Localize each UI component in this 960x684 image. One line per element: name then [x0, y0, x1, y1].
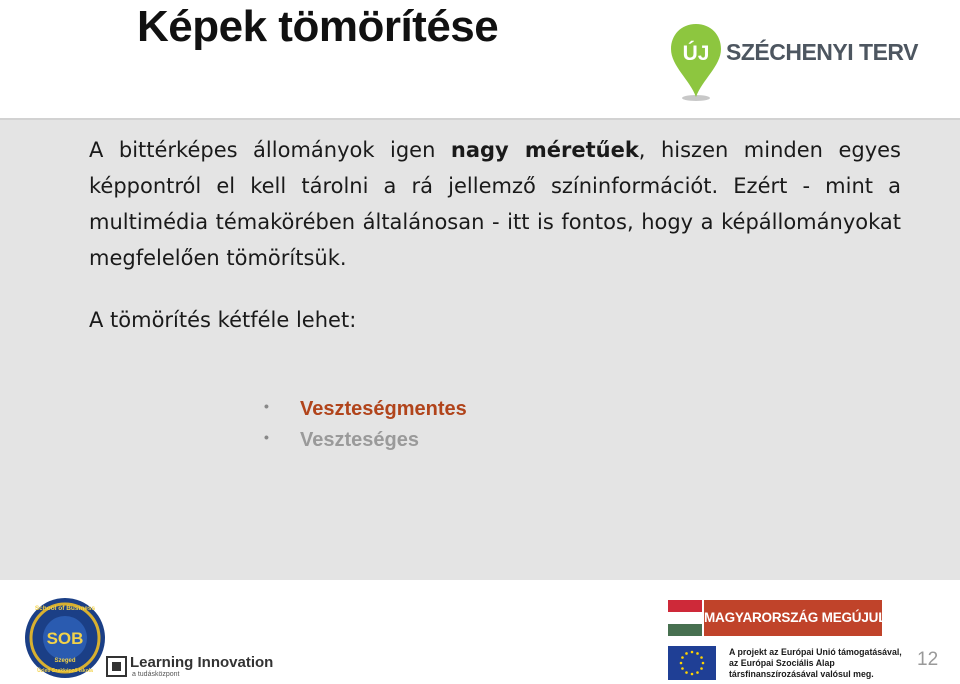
eu-text-line: társfinanszírozásával valósul meg.: [729, 669, 874, 679]
innovation-word: Innovation: [197, 654, 274, 671]
location-pin-icon: [668, 22, 724, 104]
eu-star-icon: [700, 667, 703, 670]
sob-bottom-text: Üzleti Szakképző Iskola: [37, 668, 93, 674]
intro-bold-text: nagy méretűek: [450, 138, 639, 162]
learning-innovation-wordmark: [130, 654, 273, 671]
eu-support-text: [729, 647, 902, 680]
intro-text-1: A bittérképes állományok igen: [89, 138, 451, 162]
eu-star-icon: [691, 673, 694, 676]
eu-star-icon: [680, 662, 683, 665]
szechenyi-pin-text: ÚJ: [682, 42, 710, 65]
eu-star-icon: [681, 656, 684, 659]
eu-star-icon: [691, 651, 694, 654]
slide-title: Képek tömörítése: [137, 2, 499, 51]
learning-word: Learning: [130, 654, 194, 671]
eu-star-icon: [681, 667, 684, 670]
magyarorszag-megujul-text: MAGYARORSZÁG MEGÚJUL: [704, 600, 882, 636]
eu-text-line: az Európai Szociális Alap: [729, 658, 835, 668]
bullet-label-lossless: Veszteségmentes: [300, 398, 467, 420]
eu-star-icon: [696, 652, 699, 655]
intro-text-2: , hiszen minden egyes képpontról el kell tárolni a rá jellemző színinformációt. Ezért - mint a multimédia témakörében általánosan - itt is fontos, hogy a képállományokat megfelelően tömörítsük.: [89, 138, 901, 270]
sob-center-text: SOB: [46, 629, 84, 648]
learning-innovation-icon: [106, 656, 127, 677]
eu-star-icon: [685, 671, 688, 674]
compression-types-list: [263, 398, 467, 460]
sob-city-text: Szeged: [54, 658, 76, 664]
list-item: [263, 429, 467, 460]
footer: [0, 580, 960, 684]
szechenyi-terv-text: SZÉCHENYI TERV: [726, 39, 918, 65]
hungarian-flag-icon: [668, 600, 702, 636]
eu-text-line: A projekt az Európai Unió támogatásával,: [729, 647, 902, 657]
sob-school-logo: [24, 596, 106, 680]
magyarorszag-megujul-logo: [668, 598, 887, 638]
eu-star-icon: [700, 656, 703, 659]
eu-star-icon: [696, 671, 699, 674]
eu-flag-icon: [668, 646, 716, 680]
page-number: 12: [917, 649, 939, 670]
content-area: [0, 118, 960, 580]
eu-star-icon: [702, 662, 705, 665]
learning-innovation-subtitle: a tudásközpont: [132, 671, 180, 678]
bullet-icon: •: [264, 429, 269, 445]
learning-innovation-logo: [106, 653, 272, 681]
eu-star-icon: [685, 652, 688, 655]
bullet-label-lossy: Veszteséges: [300, 429, 419, 451]
intro-paragraph: [89, 132, 901, 276]
bullet-icon: •: [264, 398, 269, 414]
compression-types-intro: A tömörítés kétféle lehet:: [89, 308, 357, 332]
sob-top-text: School of Business: [34, 605, 96, 612]
list-item: [263, 398, 467, 429]
szechenyi-terv-logo: [664, 22, 924, 106]
